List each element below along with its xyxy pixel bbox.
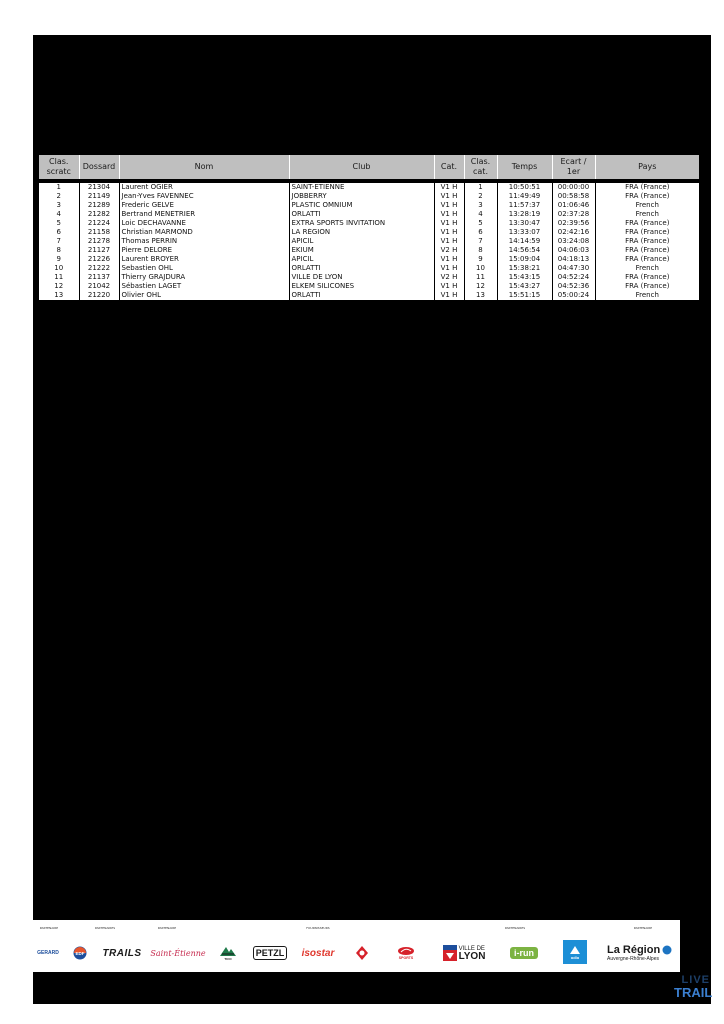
cell-name: Sebastien OHL <box>119 264 289 273</box>
table-header-row <box>39 155 699 181</box>
cell-rank: 7 <box>39 237 79 246</box>
cell-rank: 12 <box>39 282 79 291</box>
cell-country: French <box>635 210 659 218</box>
la-region-logo: La Région Auvergne-Rhône-Alpes <box>607 943 677 963</box>
trails-logo: TRAILS <box>102 947 142 959</box>
cell-bib: 21224 <box>79 219 119 228</box>
trail-text: TRAIL <box>674 985 713 1000</box>
cell-rank: 2 <box>39 192 79 201</box>
cell-name: Pierre DELORE <box>119 246 289 255</box>
cell-bib: 21149 <box>79 192 119 201</box>
gerard-logo: GERARD <box>37 950 59 956</box>
live-text: LIVE <box>681 974 710 986</box>
cell-time: 11:49:49 <box>497 192 552 201</box>
table-row <box>39 210 699 219</box>
cell-name: Olivier OHL <box>119 291 289 300</box>
cell-category-rank: 2 <box>464 192 497 201</box>
irun-logo: i-run <box>501 943 547 963</box>
cell-category-rank: 9 <box>464 255 497 264</box>
cell-category: V1 H <box>434 228 464 237</box>
table-row <box>39 273 699 282</box>
cell-gap: 00:58:58 <box>552 192 595 201</box>
cell-rank: 4 <box>39 210 79 219</box>
cell-gap: 04:18:13 <box>552 255 595 264</box>
table-row <box>39 282 699 291</box>
cell-category: V1 H <box>434 192 464 201</box>
cell-club: EXTRA SPORTS INVITATION <box>289 219 434 228</box>
cell-category-rank: 12 <box>464 282 497 291</box>
edf-logo-text: EDF <box>75 951 85 956</box>
cell-rank: 5 <box>39 219 79 228</box>
swoosh-icon <box>397 946 415 956</box>
cell-category: V1 H <box>434 282 464 291</box>
cell-name: Bertrand MENETRIER <box>119 210 289 219</box>
cell-bib: 21127 <box>79 246 119 255</box>
cell-name: Frederic GELVE <box>119 201 289 210</box>
cell-gap: 02:39:56 <box>552 219 595 228</box>
live-trail-watermark <box>674 974 713 1007</box>
cell-gap: 04:52:24 <box>552 273 595 282</box>
table-row <box>39 255 699 264</box>
cell-country: FRA (France) <box>625 183 670 191</box>
cell-category: V1 H <box>434 219 464 228</box>
cell-time: 14:56:54 <box>497 246 552 255</box>
cell-club: ORLATTI <box>289 291 434 300</box>
cell-gap: 00:00:00 <box>552 181 595 192</box>
sponsor-label: PARTENAIRES <box>504 926 526 930</box>
table-row <box>39 201 699 210</box>
cell-time: 15:43:15 <box>497 273 552 282</box>
cell-category-rank: 5 <box>464 219 497 228</box>
cell-gap: 01:06:46 <box>552 201 595 210</box>
petzl-logo: PETZL <box>255 943 285 963</box>
cell-category: V1 H <box>434 210 464 219</box>
sports-logo: SPORTS <box>389 943 423 963</box>
lyon-wordmark: VILLE DE LYON <box>458 946 486 962</box>
cell-rank: 9 <box>39 255 79 264</box>
cell-country: FRA (France) <box>625 219 670 227</box>
sponsor-label: PARTENAIRE <box>39 926 59 930</box>
col-header-dossard: Dossard <box>79 155 119 181</box>
cell-category-rank: 1 <box>464 181 497 192</box>
cell-country: FRA (France) <box>625 246 670 254</box>
cell-rank: 8 <box>39 246 79 255</box>
ville-de-lyon-logo <box>437 943 491 963</box>
cell-bib: 21137 <box>79 273 119 282</box>
cell-bib: 21278 <box>79 237 119 246</box>
cell-time: 10:50:51 <box>497 181 552 192</box>
cell-category-rank: 4 <box>464 210 497 219</box>
sponsor-label: PARTENAIRE <box>157 926 177 930</box>
cell-gap: 04:47:30 <box>552 264 595 273</box>
cell-category: V1 H <box>434 237 464 246</box>
cell-category-rank: 8 <box>464 246 497 255</box>
cell-gap: 05:00:24 <box>552 291 595 300</box>
cell-name: Loic DECHAVANNE <box>119 219 289 228</box>
edf-logo <box>71 943 89 963</box>
odlo-logo: odlo <box>563 940 587 964</box>
cell-category: V1 H <box>434 255 464 264</box>
cell-gap: 03:24:08 <box>552 237 595 246</box>
cell-club: ORLATTI <box>289 264 434 273</box>
cell-country: FRA (France) <box>625 228 670 236</box>
cell-category: V1 H <box>434 181 464 192</box>
cell-club: EKIUM <box>289 246 434 255</box>
table-row <box>39 228 699 237</box>
cell-bib: 21158 <box>79 228 119 237</box>
col-header-clas-cat: Clas. cat. <box>464 155 497 181</box>
odlo-icon <box>568 945 582 955</box>
col-header-temps: Temps <box>497 155 552 181</box>
table-row <box>39 291 699 300</box>
cell-name: Christian MARMOND <box>119 228 289 237</box>
mountain-icon <box>219 945 237 957</box>
cell-name: Jean-Yves FAVENNEC <box>119 192 289 201</box>
table-row <box>39 264 699 273</box>
table-row <box>39 192 699 201</box>
cell-category: V1 H <box>434 201 464 210</box>
cell-rank: 3 <box>39 201 79 210</box>
col-header-cat: Cat. <box>434 155 464 181</box>
cell-gap: 02:42:16 <box>552 228 595 237</box>
lyon-flag-icon <box>443 945 457 961</box>
cell-time: 11:57:37 <box>497 201 552 210</box>
shield-icon <box>354 945 370 961</box>
cell-time: 15:43:27 <box>497 282 552 291</box>
cell-category-rank: 11 <box>464 273 497 282</box>
cell-country: FRA (France) <box>625 282 670 290</box>
cell-time: 13:30:47 <box>497 219 552 228</box>
cell-time: 15:38:21 <box>497 264 552 273</box>
cell-bib: 21042 <box>79 282 119 291</box>
col-header-clas-scratch: Clas. scratc <box>39 155 79 181</box>
col-header-pays: Pays <box>595 155 699 181</box>
tico-logo: TICO <box>213 943 243 963</box>
cell-club: APICIL <box>289 237 434 246</box>
cell-name: Laurent OGIER <box>119 181 289 192</box>
cell-club: ELKEM SILICONES <box>289 282 434 291</box>
cell-country: FRA (France) <box>625 237 670 245</box>
cell-bib: 21226 <box>79 255 119 264</box>
region-dot-icon <box>662 945 672 955</box>
cell-club: PLASTIC OMNIUM <box>289 201 434 210</box>
table-row <box>39 219 699 228</box>
sponsor-bar <box>33 920 680 972</box>
cell-time: 15:51:15 <box>497 291 552 300</box>
cell-name: Thierry GRAJDURA <box>119 273 289 282</box>
isostar-logo: isostar <box>301 947 335 959</box>
cell-rank: 13 <box>39 291 79 300</box>
cell-category-rank: 10 <box>464 264 497 273</box>
cell-country: French <box>635 264 659 272</box>
cell-category: V1 H <box>434 264 464 273</box>
cell-category-rank: 6 <box>464 228 497 237</box>
col-header-club: Club <box>289 155 434 181</box>
sponsor-label: PARTENAIRES <box>94 926 116 930</box>
sponsor-label: PARTENAIRE <box>633 926 653 930</box>
cell-country: FRA (France) <box>625 192 670 200</box>
cell-rank: 6 <box>39 228 79 237</box>
cell-country: FRA (France) <box>625 255 670 263</box>
results-table <box>39 155 699 300</box>
saint-etienne-logo: Saint-Étienne <box>150 948 206 958</box>
cell-time: 13:28:19 <box>497 210 552 219</box>
shield-logo <box>351 943 373 963</box>
la-region-wordmark: La Région <box>607 944 672 956</box>
table-row <box>39 246 699 255</box>
cell-country: FRA (France) <box>625 273 670 281</box>
cell-country: French <box>635 201 659 209</box>
cell-category: V2 H <box>434 273 464 282</box>
col-header-nom: Nom <box>119 155 289 181</box>
cell-bib: 21282 <box>79 210 119 219</box>
cell-category-rank: 7 <box>464 237 497 246</box>
cell-category-rank: 13 <box>464 291 497 300</box>
edf-icon <box>73 946 87 960</box>
cell-rank: 1 <box>39 181 79 192</box>
cell-name: Sébastien LAGET <box>119 282 289 291</box>
cell-gap: 04:06:03 <box>552 246 595 255</box>
cell-club: APICIL <box>289 255 434 264</box>
cell-bib: 21289 <box>79 201 119 210</box>
cell-gap: 02:37:28 <box>552 210 595 219</box>
cell-rank: 10 <box>39 264 79 273</box>
cell-rank: 11 <box>39 273 79 282</box>
cell-bib: 21222 <box>79 264 119 273</box>
sponsor-label: FOURNISSEURS <box>306 926 330 930</box>
cell-country: French <box>635 291 659 299</box>
table-row <box>39 237 699 246</box>
cell-category-rank: 3 <box>464 201 497 210</box>
cell-club: ORLATTI <box>289 210 434 219</box>
cell-club: JOBBERRY <box>289 192 434 201</box>
cell-club: VILLE DE LYON <box>289 273 434 282</box>
table-body <box>39 181 699 300</box>
cell-bib: 21304 <box>79 181 119 192</box>
cell-name: Thomas PERRIN <box>119 237 289 246</box>
cell-time: 13:33:07 <box>497 228 552 237</box>
table-row <box>39 181 699 192</box>
cell-name: Laurent BROYER <box>119 255 289 264</box>
cell-time: 14:14:59 <box>497 237 552 246</box>
cell-club: SAINT-ETIENNE <box>289 181 434 192</box>
col-header-ecart: Ecart / 1er <box>552 155 595 181</box>
cell-club: LA RÉGION <box>289 228 434 237</box>
cell-category: V1 H <box>434 291 464 300</box>
cell-gap: 04:52:36 <box>552 282 595 291</box>
cell-bib: 21220 <box>79 291 119 300</box>
cell-time: 15:09:04 <box>497 255 552 264</box>
cell-category: V2 H <box>434 246 464 255</box>
